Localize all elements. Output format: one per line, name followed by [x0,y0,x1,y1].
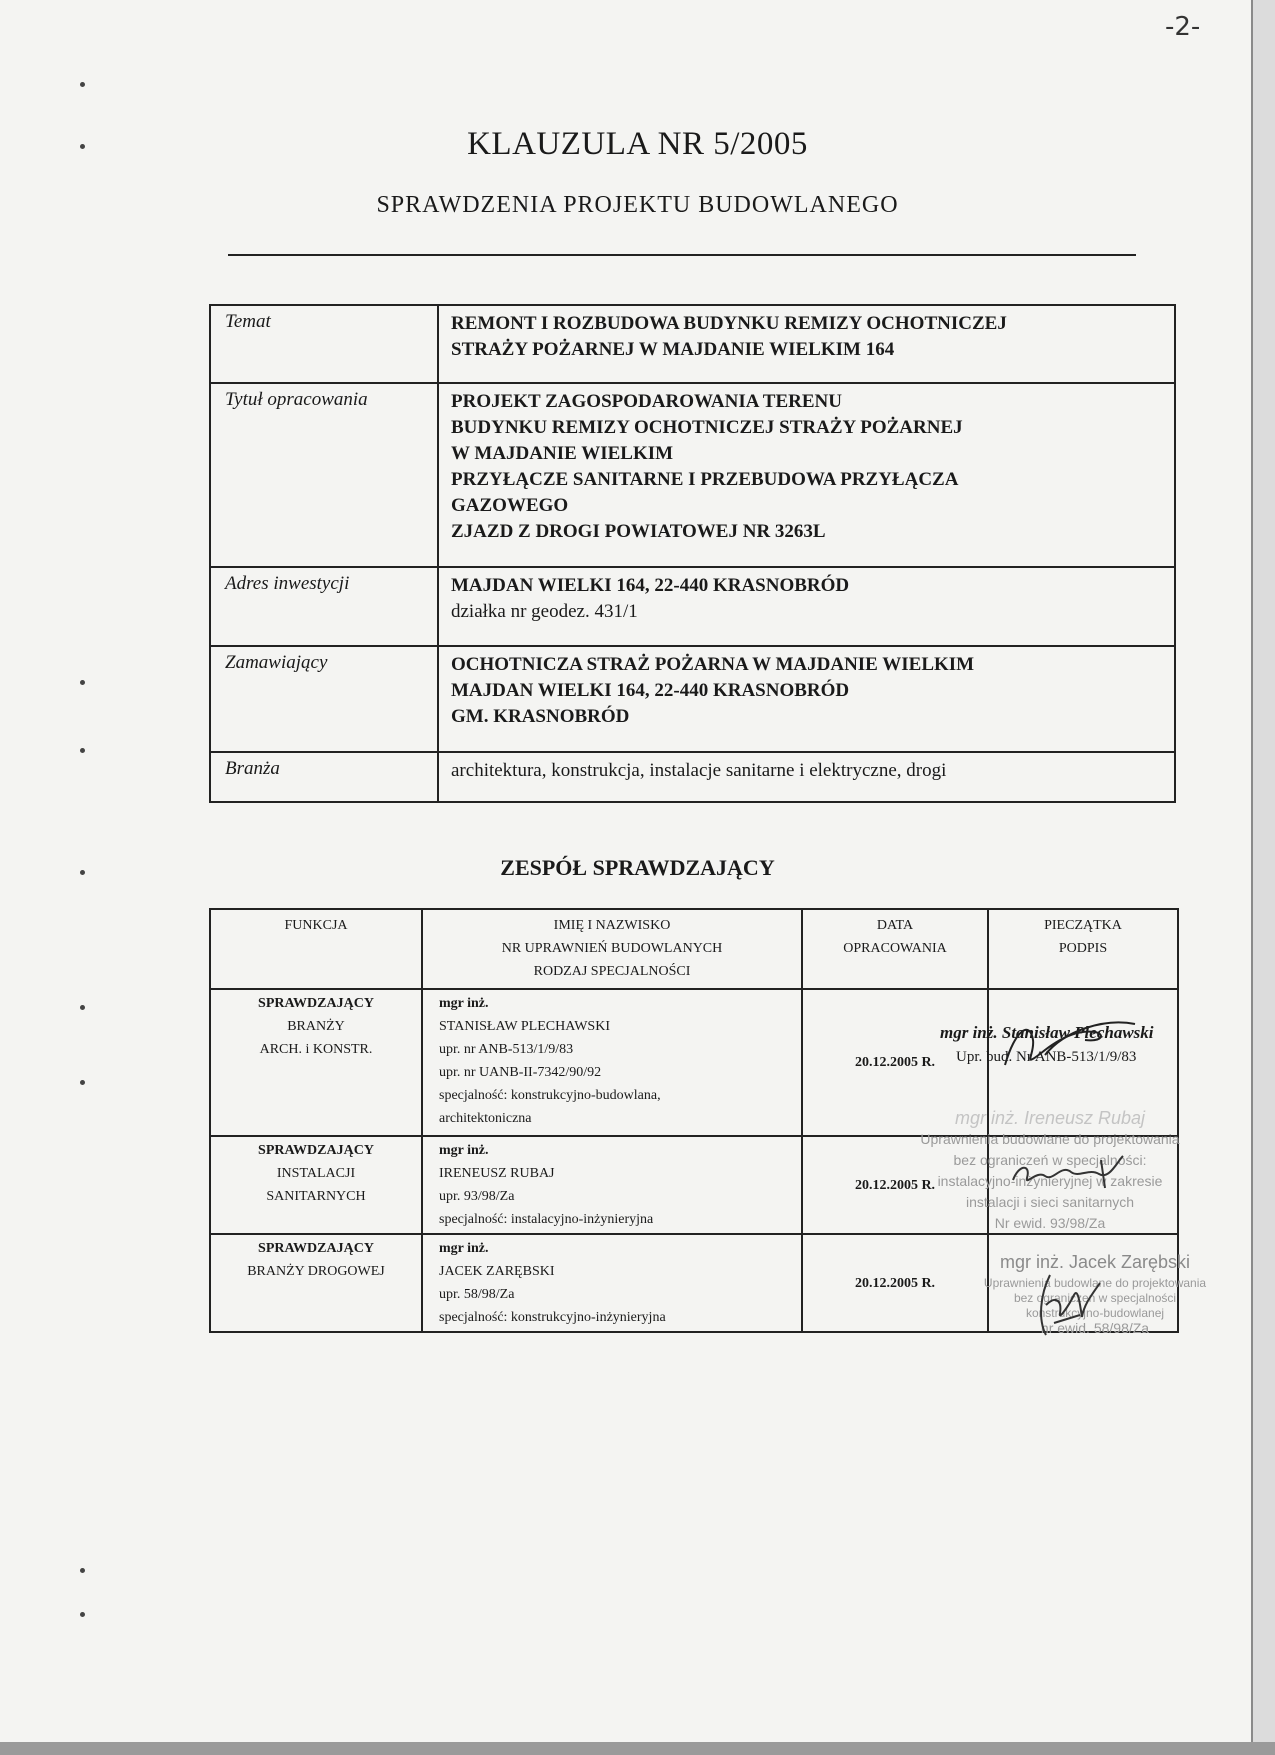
info-value-line: ZJAZD Z DROGI POWIATOWEJ NR 3263L [451,521,826,542]
person-detail: JACEK ZARĘBSKI [439,1264,555,1279]
stamp-name: mgr inż. Stanisław Plechawski [940,1023,1154,1042]
person-detail: STANISŁAW PLECHAWSKI [439,1019,610,1034]
person-detail: architektoniczna [439,1111,532,1126]
team-section-title: ZESPÓŁ SPRAWDZAJĄCY [500,855,775,880]
header-line: PIECZĄTKA [1044,918,1122,933]
header-line: NR UPRAWNIEŃ BUDOWLANYCH [501,941,723,956]
document-title: KLAUZULA NR 5/2005 [467,126,808,162]
header-line: PODPIS [1058,941,1108,956]
info-label: Zamawiający [210,646,438,752]
info-value-parcel: działka nr geodez. 431/1 [451,601,638,622]
info-label: Branża [210,752,438,802]
punch-hole-mark [80,82,85,87]
info-value [438,383,1175,567]
document-subtitle: SPRAWDZENIA PROJEKTU BUDOWLANEGO [376,192,899,218]
person-detail: IRENEUSZ RUBAJ [439,1166,555,1181]
team-date: 20.12.2005 R. [802,1136,988,1234]
team-person [422,1136,802,1234]
page-edge-bottom [0,1742,1275,1755]
person-detail: upr. nr UANB-II-7342/90/92 [439,1065,602,1080]
header-line: OPRACOWANIA [843,941,947,956]
team-role [210,989,422,1136]
info-row-zamawiajacy [210,646,1175,752]
team-person [422,989,802,1136]
stamp-line: Uprawnienia budowlane do projektowania [920,1131,1180,1147]
person-detail: upr. 93/98/Za [439,1189,515,1204]
person-title: mgr inż. [439,996,489,1011]
info-value: architektura, konstrukcja, instalacje sanitarne i elektryczne, drogi [438,752,1175,802]
team-role [210,1136,422,1234]
info-value-line: OCHOTNICZA STRAŻ POŻARNA W MAJDANIE WIELKIM [451,654,975,675]
header-funkcja: FUNKCJA [210,909,422,989]
stamp-line: konstrukcyjno-budowlanej [1025,1306,1165,1320]
role-line: SPRAWDZAJĄCY [258,1241,374,1256]
stamp-line: Upr. bud. Nr ANB-513/1/9/83 [956,1049,1137,1065]
info-value-line: BUDYNKU REMIZY OCHOTNICZEJ STRAŻY POŻARNEJ [451,417,963,438]
signature-plechawski [985,1010,1145,1080]
punch-hole-mark [80,1568,85,1573]
stamp-line: Uprawnienia budowlane do projektowania [983,1276,1207,1290]
stamp-line: nr ewid. 58/98/Za [1040,1320,1150,1336]
team-header-row [210,909,1178,989]
person-title: mgr inż. [439,1143,489,1158]
person-detail: upr. nr ANB-513/1/9/83 [439,1042,574,1057]
signature-zarebski [1020,1265,1110,1345]
info-value-line: W MAJDANIE WIELKIM [451,443,674,464]
info-value-line: PRZYŁĄCZE SANITARNE I PRZEBUDOWA PRZYŁĄCZA [451,469,959,490]
info-value-line: STRAŻY POŻARNEJ W MAJDANIE WIELKIM 164 [451,339,895,360]
info-value [438,567,1175,646]
team-date: 20.12.2005 R. [802,989,988,1136]
info-value-line: GM. KRASNOBRÓD [451,706,630,727]
team-date: 20.12.2005 R. [802,1234,988,1332]
page-number: -2- [1165,12,1201,42]
info-value-line: MAJDAN WIELKI 164, 22-440 KRASNOBRÓD [451,680,850,701]
stamp-line: instalacyjno-inżynieryjnej w zakresie [937,1173,1163,1189]
signature-rubaj [1005,1150,1135,1195]
title-divider [228,254,1136,256]
punch-hole-mark [80,680,85,685]
info-value [438,646,1175,752]
stamp-line: Nr ewid. 93/98/Za [994,1215,1106,1231]
header-line: IMIĘ I NAZWISKO [553,918,671,933]
punch-hole-mark [80,1005,85,1010]
info-value-line: GAZOWEGO [451,495,569,516]
role-line: BRANŻY [287,1019,345,1034]
punch-hole-mark [80,1080,85,1085]
project-info-table [209,304,1176,803]
role-line: SPRAWDZAJĄCY [258,996,374,1011]
header-osoba [422,909,802,989]
info-value-line: REMONT I ROZBUDOWA BUDYNKU REMIZY OCHOTNICZEJ [451,313,1007,334]
header-line: DATA [876,918,914,933]
info-value-line: PROJEKT ZAGOSPODAROWANIA TERENU [451,391,842,412]
info-value-line: MAJDAN WIELKI 164, 22-440 KRASNOBRÓD [451,575,850,596]
role-line: ARCH. i KONSTR. [259,1042,373,1057]
team-person [422,1234,802,1332]
person-title: mgr inż. [439,1241,489,1256]
role-line: BRANŻY DROGOWEJ [247,1264,385,1279]
info-value [438,305,1175,383]
info-row-temat [210,305,1175,383]
team-role [210,1234,422,1332]
info-row-tytul [210,383,1175,567]
info-label: Tytuł opracowania [210,383,438,567]
stamp-name: mgr inż. Ireneusz Rubaj [954,1108,1146,1128]
header-data [802,909,988,989]
person-detail: specjalność: konstrukcyjno-inżynieryjna [439,1310,666,1325]
info-label: Adres inwestycji [210,567,438,646]
header-line: RODZAJ SPECJALNOŚCI [533,964,691,979]
header-podpis [988,909,1178,989]
stamp-name: mgr inż. Jacek Zarębski [999,1252,1191,1272]
info-row-adres [210,567,1175,646]
stamp-line: bez ograniczeń w specjalności: [953,1152,1147,1168]
role-line: SPRAWDZAJĄCY [258,1143,374,1158]
info-row-branza [210,752,1175,802]
person-detail: specjalność: konstrukcyjno-budowlana, [439,1088,661,1103]
punch-hole-mark [80,1612,85,1617]
person-detail: specjalność: instalacyjno-inżynieryjna [439,1212,654,1227]
person-detail: upr. 58/98/Za [439,1287,515,1302]
info-label: Temat [210,305,438,383]
role-line: SANITARNYCH [266,1189,366,1204]
stamp-line: instalacji i sieci sanitarnych [965,1194,1135,1210]
stamp-line: bez ograniczeń w specjalności [1013,1291,1177,1305]
punch-hole-mark [80,748,85,753]
role-line: INSTALACJI [276,1166,356,1181]
